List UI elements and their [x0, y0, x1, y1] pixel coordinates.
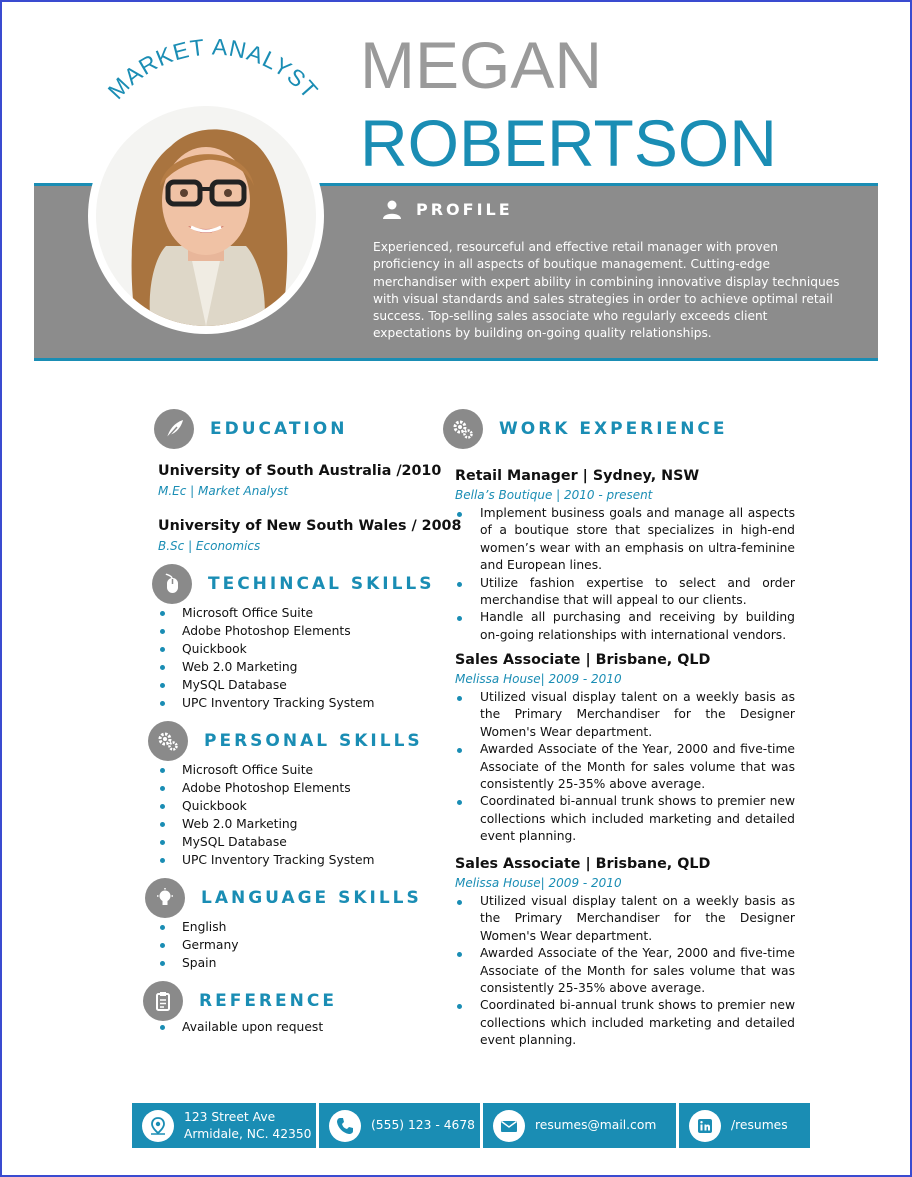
job-title: Sales Associate | Brisbane, QLD: [455, 856, 711, 872]
technical-skills-list: [158, 604, 375, 713]
list-item: Available upon request: [158, 1018, 323, 1036]
list-item: Quickbook: [158, 640, 375, 658]
clipboard-icon: [143, 981, 183, 1021]
language-skills-title: LANGUAGE SKILLS: [201, 888, 422, 908]
list-item: Spain: [158, 954, 239, 972]
profile-heading-label: PROFILE: [416, 199, 513, 219]
profile-photo: [96, 106, 316, 326]
gears-icon: [443, 409, 483, 449]
personal-skills-title: PERSONAL SKILLS: [204, 731, 423, 751]
map-pin-icon: [142, 1110, 174, 1142]
job-duties-list: [455, 689, 795, 846]
list-item: Coordinated bi-annual trunk shows to premier new collections which included marketing and detailed event planning.: [455, 793, 795, 845]
contact-address: [132, 1103, 316, 1148]
reference-heading: [143, 981, 337, 1021]
language-skills-heading: [145, 878, 422, 918]
address-line2: Armidale, NC. 42350: [184, 1126, 312, 1141]
job-company: Bella’s Boutique | 2010 - present: [455, 488, 653, 502]
list-item: Web 2.0 Marketing: [158, 658, 375, 676]
contact-linkedin: [679, 1103, 810, 1148]
contact-footer: [132, 1103, 810, 1148]
education-title: EDUCATION: [210, 419, 348, 439]
list-item: Web 2.0 Marketing: [158, 815, 375, 833]
phone-number[interactable]: (555) 123 - 4678: [371, 1118, 475, 1132]
profile-summary: Experienced, resourceful and effective retail manager with proven proficiency in all aspects of boutique management. Cutting-edge merchandiser with expert ability in combining innovative display techniques with visual standards and sales strategies in order to achieve optimal retail success. Top-selling sales associate who regularly exceeds client expectations by building on-going quality relationships.: [373, 240, 840, 341]
job-duties-list: [455, 505, 795, 644]
mouse-icon: [152, 564, 192, 604]
list-item: Coordinated bi-annual trunk shows to premier new collections which included marketing and detailed event planning.: [455, 997, 795, 1049]
education-school: University of New South Wales / 2008: [158, 518, 462, 534]
language-skills-list: [158, 918, 239, 972]
list-item: Awarded Associate of the Year, 2000 and five-time Associate of the Month for sales volume that was consistently 25-35% above average.: [455, 945, 795, 997]
education-heading: [154, 409, 347, 449]
first-name: MEGAN: [360, 28, 603, 102]
list-item: Utilize fashion expertise to select and order merchandise that will appeal to our clients.: [455, 575, 795, 610]
job-company: Melissa House| 2009 - 2010: [455, 876, 622, 890]
lightbulb-icon: [145, 878, 185, 918]
list-item: MySQL Database: [158, 676, 375, 694]
list-item: Microsoft Office Suite: [158, 761, 375, 779]
gears-icon: [148, 721, 188, 761]
contact-phone: [319, 1103, 480, 1148]
reference-list: [158, 1018, 323, 1036]
list-item: Adobe Photoshop Elements: [158, 779, 375, 797]
job-company: Melissa House| 2009 - 2010: [455, 672, 622, 686]
list-item: Implement business goals and manage all aspects of a boutique store that specializes in high-end women’s wear with an emphasis on ultra-feminine and European lines.: [455, 505, 795, 575]
job-duties-list: [455, 893, 795, 1050]
contact-email: [483, 1103, 676, 1148]
list-item: Quickbook: [158, 797, 375, 815]
job-title: Retail Manager | Sydney, NSW: [455, 468, 700, 484]
education-degree: B.Sc | Economics: [158, 539, 261, 553]
address-line1: 123 Street Ave: [184, 1109, 276, 1124]
email-address[interactable]: resumes@mail.com: [535, 1118, 657, 1132]
list-item: UPC Inventory Tracking System: [158, 694, 375, 712]
technical-skills-title: TECHINCAL SKILLS: [208, 574, 435, 594]
list-item: UPC Inventory Tracking System: [158, 851, 375, 869]
list-item: Handle all purchasing and receiving by building on-going relationships with international vendors.: [455, 609, 795, 644]
education-degree: M.Ec | Market Analyst: [158, 484, 289, 498]
list-item: MySQL Database: [158, 833, 375, 851]
technical-skills-heading: [152, 564, 435, 604]
personal-skills-heading: [148, 721, 423, 761]
portrait-illustration: [96, 106, 316, 326]
linkedin-icon: [689, 1110, 721, 1142]
feather-icon: [154, 409, 194, 449]
job-title-text: MARKET ANALYST: [102, 33, 324, 105]
list-item: English: [158, 918, 239, 936]
envelope-icon: [493, 1110, 525, 1142]
linkedin-handle[interactable]: /resumes: [731, 1118, 788, 1132]
list-item: Awarded Associate of the Year, 2000 and five-time Associate of the Month for sales volume that was consistently 25-35% above average.: [455, 741, 795, 793]
personal-skills-list: [158, 761, 375, 870]
work-experience-title: WORK EXPERIENCE: [499, 419, 728, 439]
phone-icon: [329, 1110, 361, 1142]
education-school: University of South Australia /2010: [158, 463, 442, 479]
list-item: Utilized visual display talent on a weekly basis as the Primary Merchandiser for the Designer Women's Wear department.: [455, 893, 795, 945]
list-item: Utilized visual display talent on a weekly basis as the Primary Merchandiser for the Designer Women's Wear department.: [455, 689, 795, 741]
profile-heading: [382, 199, 513, 219]
list-item: Germany: [158, 936, 239, 954]
last-name: ROBERTSON: [360, 106, 777, 180]
work-experience-heading: [443, 409, 728, 449]
person-icon: [382, 199, 402, 219]
list-item: Adobe Photoshop Elements: [158, 622, 375, 640]
list-item: Microsoft Office Suite: [158, 604, 375, 622]
job-title: Sales Associate | Brisbane, QLD: [455, 652, 711, 668]
reference-title: REFERENCE: [199, 991, 337, 1011]
